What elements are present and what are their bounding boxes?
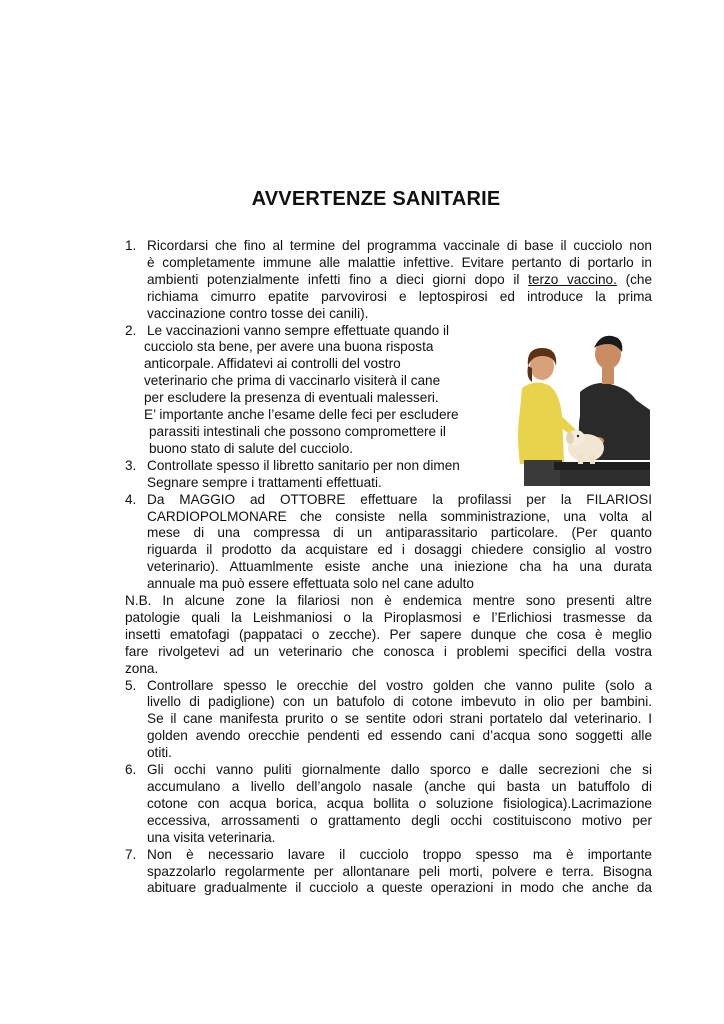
list-item-line: cucciolo sta bene, per avere una buona risposta: [144, 339, 434, 355]
list-item-number: 4.: [125, 491, 137, 507]
page-title: AVVERTENZE SANITARIE: [251, 188, 501, 210]
list-item-line: riguarda il prodotto da acquistare ed i dosaggi chiedere consiglio al vostro: [147, 542, 652, 558]
list-item-number: 3.: [125, 457, 137, 473]
list-item-number: 2.: [125, 322, 137, 338]
note-line: zona.: [125, 660, 159, 676]
note-line: N.B. In alcune zone la filariosi non è endemica mentre sono presenti altre: [125, 593, 652, 609]
list-item-line: Le vaccinazioni vanno sempre effettuate quando il: [147, 322, 450, 338]
list-item-line: mese di una compressa di un antiparassitario particolare. (Per quanto: [147, 525, 652, 541]
list-item-line: eccessiva, arrossamenti o grattamento degli occhi costituiscono motivo per: [147, 812, 652, 828]
list-item-line: veterinario che prima di vaccinarlo visiterà il cane: [144, 373, 441, 389]
list-item-line: cotone con acqua borica, acqua bollita o soluzione fisiologica).Lacrimazione: [147, 795, 652, 811]
list-item-line: Se il cane manifesta prurito o se sentite odori strani portatelo dal veterinario. I: [147, 711, 652, 727]
list-item-line: per escludere la presenza di eventuali malesseri.: [144, 390, 439, 406]
list-item-line: Controllate spesso il libretto sanitario per non dimen: [147, 457, 460, 473]
list-item: [125, 847, 652, 898]
list-item-line: Controllare spesso le orecchie del vostro golden che vanno pulite (solo a: [147, 677, 652, 693]
list-item-line: parassiti intestinali che possono compromettere il: [149, 423, 446, 439]
list-item-line: livello di padiglione) con un batufolo di cotone imbevuto in olio per bambini.: [147, 694, 652, 710]
list-item-line: Gli occhi vanno puliti giornalmente dallo sporco e dalle secrezioni che si: [147, 762, 652, 778]
document-body: [125, 238, 652, 897]
list-item-line: abituare gradualmente il cucciolo a queste operazioni in modo che anche da: [147, 880, 652, 896]
list-item-number: 7.: [125, 846, 137, 862]
list-item-line: accumulano a livello dell’angolo nasale (anche qui basta un batuffolo di: [147, 779, 652, 794]
list-item-number: 6.: [125, 762, 137, 778]
list-item-line: Ricordarsi che fino al termine del programma vaccinale di base il cucciolo non: [147, 238, 652, 253]
list-item-line: E’ importante anche l’esame delle feci per escludere: [144, 407, 459, 423]
list-item: [125, 492, 652, 593]
list-item-line: Segnare sempre i trattamenti effettuati.: [147, 474, 382, 490]
list-item-line: otiti.: [147, 745, 172, 761]
list-item-line: richiama cimurro epatite parvovirosi e leptospirosi ed introduce la prima: [147, 288, 652, 304]
note-line: insetti ematofagi (pappataci o zecche). Per sapere dunque che cosa è meglio: [125, 626, 652, 642]
list-item-line: spazzolarlo regolarmente per allontanare peli morti, polvere e terra. Bisogna: [147, 863, 652, 879]
list-item: [125, 678, 652, 763]
list-item-number: 1.: [125, 238, 137, 253]
list-item-line: vaccinazione contro tosse dei canili).: [147, 305, 369, 321]
list-item-number: 5.: [125, 677, 137, 693]
list-item-text: (che: [625, 271, 653, 287]
list-item-line: [147, 272, 652, 289]
note-line: fare rivolgetevi ad un veterinario che conosca i problemi specifici della vostra: [125, 643, 652, 659]
list-item: [125, 238, 652, 323]
list-item: [125, 323, 652, 458]
list-item: [125, 762, 652, 847]
list-item-line: buono stato di salute del cucciolo.: [149, 440, 354, 456]
list-item-text: ambienti potenzialmente infetti fino a dieci giorni dopo il: [147, 271, 520, 287]
list-item-line: annuale ma può essere effettuata solo nel cane adulto: [147, 576, 474, 592]
list-item-line: una visita veterinaria.: [147, 829, 276, 845]
list-item-line: Da MAGGIO ad OTTOBRE effettuare la profilassi per la FILARIOSI: [147, 491, 652, 507]
list-item-line: CARDIOPOLMONARE che consiste nella somministrazione, una volta al: [147, 508, 652, 524]
list-item-line: golden avendo orecchie pendenti ed essendo cani d’acqua sono soggetti alle: [147, 728, 652, 744]
list-item-line: è completamente immune alle malattie infettive. Evitare pertanto di portarlo in: [147, 254, 652, 270]
underlined-text: terzo vaccino.: [528, 271, 617, 287]
list-item-line: Non è necessario lavare il cucciolo troppo spesso ma è importante: [147, 846, 652, 862]
list-item-line: anticorpale. Affidatevi ai controlli del vostro: [144, 356, 401, 372]
list-item-line: veterinario). Attuamlmente esiste anche una iniezione cha ha una durata: [147, 559, 652, 575]
note-line: patologie quali la Leishmaniosi o la Piroplasmosi e l’Erlichiosi trasmesse da: [125, 609, 652, 625]
note-paragraph: [125, 593, 652, 678]
list-item: [125, 458, 652, 492]
